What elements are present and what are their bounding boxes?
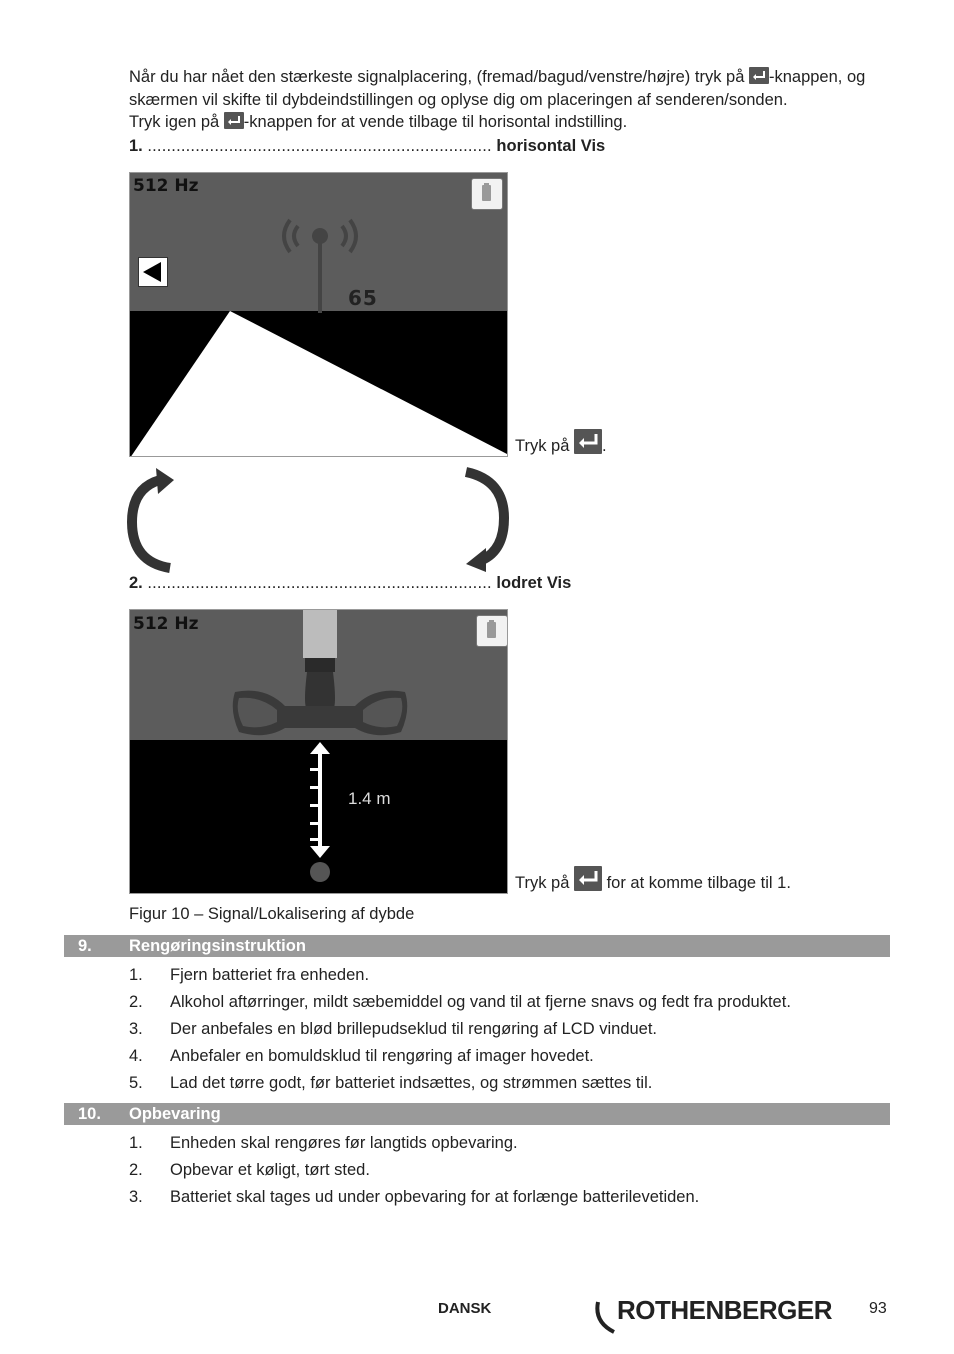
section-header-cleaning [64, 935, 890, 957]
press-instruction-2 [515, 866, 791, 893]
screen-horizontal-view [129, 172, 508, 457]
press-text: Tryk på [515, 874, 570, 892]
screen-vertical-view [129, 609, 508, 894]
item-number: 5. [129, 1074, 143, 1092]
item-text: Alkohol aftørringer, mildt sæbemiddel og vand til at fjerne snavs og fedt fra produktet. [170, 993, 791, 1011]
view-number: 2. [129, 574, 143, 592]
item-number: 2. [129, 1161, 143, 1179]
press-text-end: . [602, 437, 607, 455]
item-text: Opbevar et køligt, tørt sted. [170, 1161, 370, 1179]
leader-dots: ........................................................................ [147, 574, 492, 592]
item-text: Fjern batteriet fra enheden. [170, 966, 370, 984]
intro-text-4: -knappen for at vende tilbage til horisontal indstilling. [243, 113, 628, 131]
enter-key-icon [574, 866, 602, 891]
intro-text-2: -knappen, og skærmen vil skifte til dybdeindstillingen og oplyse dig om placeringen af senderen/sonden. [129, 68, 866, 109]
figure-caption: Figur 10 – Signal/Lokalisering af dybde [129, 905, 415, 923]
item-number: 3. [129, 1020, 143, 1038]
view-heading-1 [129, 137, 605, 156]
frequency-label: 512 Hz [133, 614, 199, 634]
depth-value: 1.4 m [348, 789, 391, 808]
battery-icon [476, 615, 508, 647]
item-text: Der anbefales en blød brillepudseklud til rengøring af LCD vinduet. [170, 1020, 658, 1038]
section-title: Rengøringsinstruktion [129, 937, 306, 955]
item-text: Lad det tørre godt, før batteriet indsættes, og strømmen sættes til. [170, 1074, 653, 1092]
signal-cone [130, 173, 508, 457]
item-number: 4. [129, 1047, 143, 1065]
signal-strength-value: 65 [348, 286, 378, 310]
item-text: Batteriet skal tages ud under opbevaring for at forlænge batterilevetiden. [170, 1188, 700, 1206]
page-number: 93 [869, 1300, 887, 1317]
item-number: 2. [129, 993, 143, 1011]
frequency-label: 512 Hz [133, 176, 199, 196]
rotate-right-arrow-icon [460, 466, 512, 574]
item-text: Enheden skal rengøres før langtids opbevaring. [170, 1134, 518, 1152]
press-text: Tryk på [515, 437, 570, 455]
section-number: 9. [78, 937, 92, 955]
intro-text-1: Når du har nået den stærkeste signalplacering, (fremad/bagud/venstre/højre) tryk på [129, 68, 745, 86]
view-label: horisontal Vis [496, 137, 606, 155]
item-number: 1. [129, 1134, 143, 1152]
locator-device-icon [225, 610, 415, 745]
leader-dots: ........................................................................ [147, 137, 492, 155]
section-title: Opbevaring [129, 1105, 221, 1123]
item-text: Anbefaler en bomuldsklud til rengøring af imager hovedet. [170, 1047, 594, 1065]
press-instruction-1 [515, 429, 607, 456]
brand-logo-text: ROTHENBERGER [617, 1295, 833, 1325]
enter-key-icon [224, 112, 244, 129]
enter-key-icon [749, 67, 769, 84]
section-header-storage [64, 1103, 890, 1125]
view-heading-2 [129, 574, 571, 593]
item-number: 3. [129, 1188, 143, 1206]
press-text-end: for at komme tilbage til 1. [606, 874, 791, 892]
intro-paragraph [129, 66, 899, 134]
intro-text-3: Tryk igen på [129, 113, 220, 131]
section-number: 10. [78, 1105, 101, 1123]
footer-language: DANSK [438, 1300, 492, 1317]
view-number: 1. [129, 137, 143, 155]
depth-scale-icon [300, 740, 340, 888]
view-label: lodret Vis [496, 574, 572, 592]
item-number: 1. [129, 966, 143, 984]
enter-key-icon [574, 429, 602, 454]
rotate-left-arrow-icon [126, 466, 186, 574]
